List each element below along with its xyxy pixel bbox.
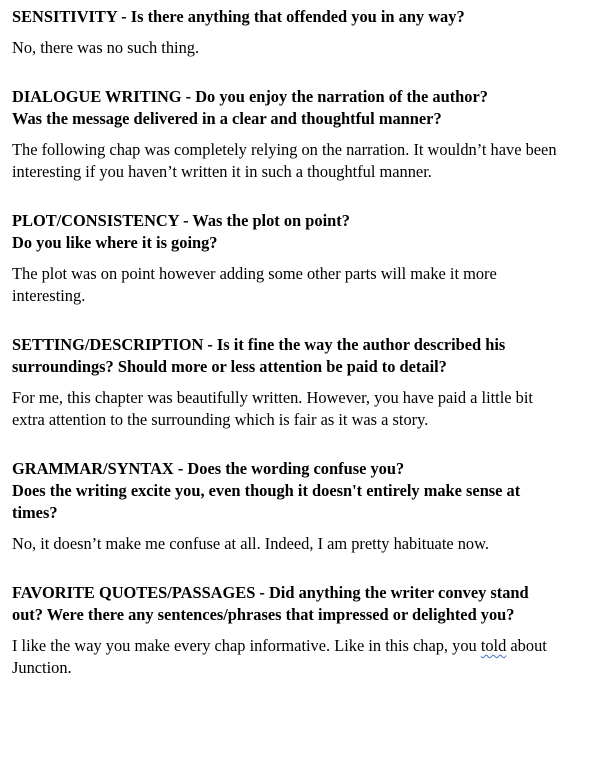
question-heading <box>12 86 596 130</box>
question-line: surroundings? Should more or less attention be paid to detail? <box>12 357 447 376</box>
answer-line: The following chap was completely relying on the narration. It wouldn’t have been <box>12 140 557 159</box>
question-line: SENSITIVITY - Is there anything that offended you in any way? <box>12 7 465 26</box>
section-dialogue-writing <box>12 86 596 183</box>
section-setting-description <box>12 334 596 431</box>
question-heading <box>12 582 596 626</box>
section-sensitivity <box>12 6 596 59</box>
answer-text <box>12 37 596 59</box>
answer-text <box>12 533 596 555</box>
question-line: PLOT/CONSISTENCY - Was the plot on point? <box>12 211 350 230</box>
section-grammar-syntax <box>12 458 596 555</box>
section-plot-consistency <box>12 210 596 307</box>
question-heading <box>12 6 596 28</box>
question-line: Does the writing excite you, even though it doesn't entirely make sense at <box>12 481 521 500</box>
answer-line: interesting. <box>12 286 86 305</box>
document-body <box>12 6 596 706</box>
answer-line: No, it doesn’t make me confuse at all. Indeed, I am pretty habituate now. <box>12 534 490 553</box>
answer-line: No, there was no such thing. <box>12 38 200 57</box>
question-line: GRAMMAR/SYNTAX - Does the wording confuse you? <box>12 459 405 478</box>
question-line: out? Were there any sentences/phrases that impressed or delighted you? <box>12 605 515 624</box>
spellcheck-flagged-word[interactable]: told <box>480 636 507 655</box>
answer-line-end: about <box>506 636 547 655</box>
question-line: FAVORITE QUOTES/PASSAGES - Did anything the writer convey stand <box>12 583 529 602</box>
answer-line: extra attention to the surrounding which is fair as it was a story. <box>12 410 429 429</box>
answer-line: Junction. <box>12 658 72 677</box>
answer-line: The plot was on point however adding some other parts will make it more <box>12 264 497 283</box>
answer-text <box>12 387 596 431</box>
question-heading <box>12 458 596 524</box>
question-line: Was the message delivered in a clear and thoughtful manner? <box>12 109 442 128</box>
question-line: times? <box>12 503 58 522</box>
question-line: SETTING/DESCRIPTION - Is it fine the way the author described his <box>12 335 506 354</box>
answer-line-start: I like the way you make every chap informative. Like in this chap, you <box>12 636 481 655</box>
answer-line: For me, this chapter was beautifully written. However, you have paid a little bit <box>12 388 533 407</box>
question-heading <box>12 210 596 254</box>
answer-text <box>12 635 596 679</box>
question-line: Do you like where it is going? <box>12 233 218 252</box>
answer-text <box>12 263 596 307</box>
section-favorite-quotes <box>12 582 596 679</box>
question-line: DIALOGUE WRITING - Do you enjoy the narration of the author? <box>12 87 488 106</box>
answer-text <box>12 139 596 183</box>
question-heading <box>12 334 596 378</box>
answer-line: interesting if you haven’t written it in such a thoughtful manner. <box>12 162 432 181</box>
